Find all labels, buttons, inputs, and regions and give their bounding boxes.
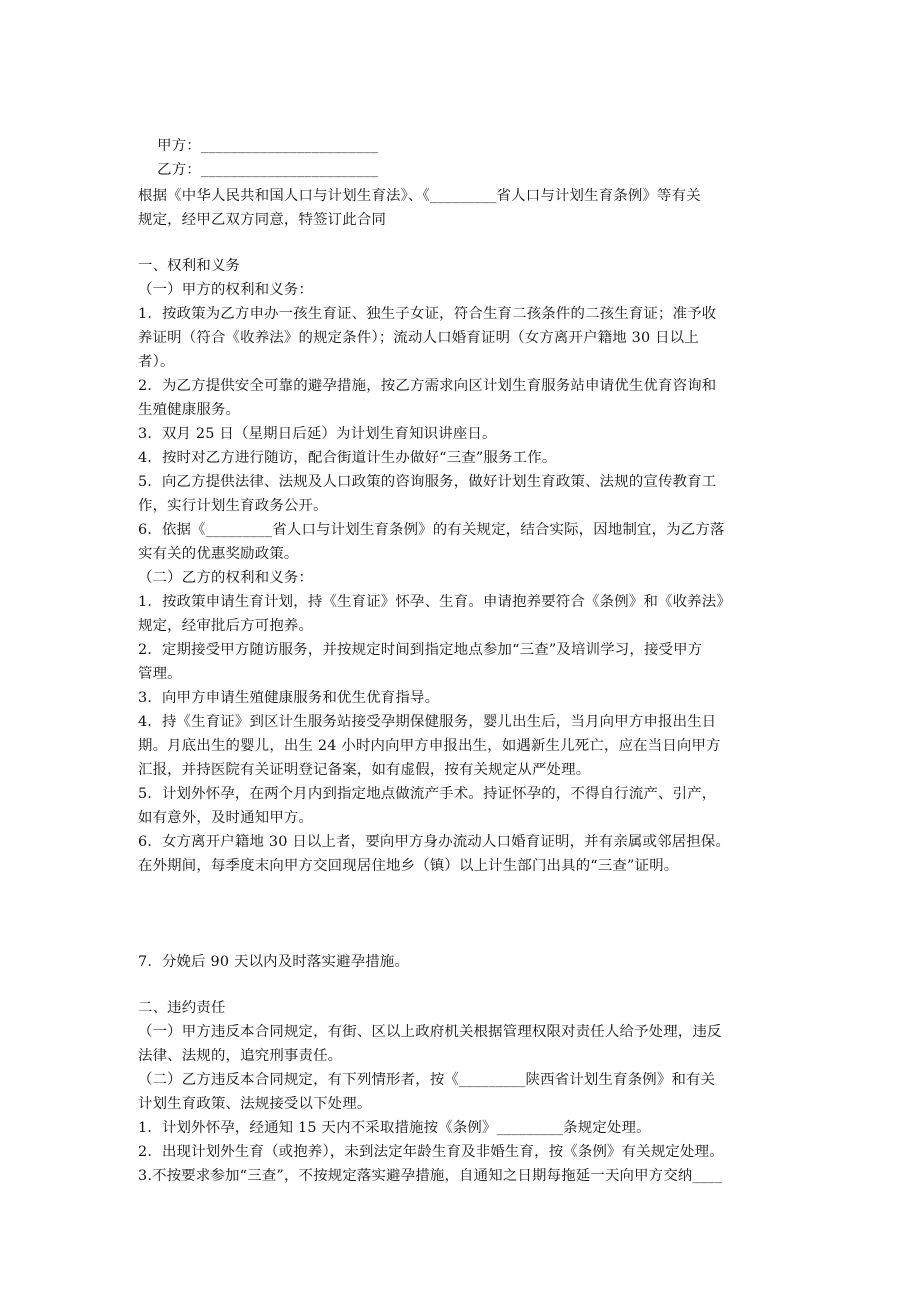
clause-line: 6．女方离开户籍地 30 日以上者，要向甲方身办流动人口婚育证明，并有亲属或邻居担保。 [138, 834, 731, 850]
clause-line: 养证明（符合《收养法》的规定条件）；流动人口婚育证明（女方离开户籍地 30 日以上 [138, 330, 699, 346]
clause-line: 5．向乙方提供法律、法规及人口政策的咨询服务，做好计划生育政策、法规的宣传教育工 [138, 474, 717, 490]
clause-line: 法律、法规的，追究刑事责任。 [138, 1048, 343, 1064]
clause-line: 3.不按要求参加“三查”，不按规定落实避孕措施，自通知之日期每拖延一天向甲方交纳____ [138, 1168, 723, 1184]
clause-line: 作，实行计划生育政务公开。 [138, 498, 328, 514]
clause-line: 管理。 [138, 666, 182, 682]
clause-line: 实有关的优惠奖励政策。 [138, 546, 299, 562]
party-a-blank: ________________________ [200, 138, 379, 154]
clause-line: 2．为乙方提供安全可靠的避孕措施，按乙方需求向区计划生育服务站申请优生优育咨询和 [138, 378, 717, 394]
clause-line: 2．出现计划外生育（或抱养），未到法定年龄生育及非婚生育，按《条例》有关规定处理。 [138, 1144, 724, 1160]
section-title: 一、权利和义务 [138, 258, 241, 274]
preamble-line: 根据《中华人民共和国人口与计划生育法》、《_________省人口与计划生育条例》等有关 [138, 188, 701, 204]
preamble-line: 规定，经甲乙双方同意，特签订此合同 [138, 212, 387, 228]
clause-line: 6．依据《_________省人口与计划生育条例》的有关规定，结合实际，因地制宜，为乙方落 [138, 522, 725, 538]
section-title: 二、违约责任 [138, 1000, 226, 1016]
party-b-blank: ________________________ [200, 162, 379, 178]
clause-line: 规定，经审批后方可抱养。 [138, 618, 314, 634]
clause-line: 者）。 [138, 354, 175, 370]
clause-line: 1．按政策申请生育计划，持《生育证》怀孕、生育。申请抱养要符合《条例》和《收养法》 [138, 594, 731, 610]
clause-line: 汇报，并持医院有关证明登记备案，如有虚假，按有关规定从严处理。 [138, 762, 591, 778]
clause-line: 3．双月 25 日（星期日后延）为计划生育知识讲座日。 [138, 426, 497, 442]
clause-line: 1．按政策为乙方申办一孩生育证、独生子女证，符合生育二孩条件的二孩生育证；准予收 [138, 306, 717, 322]
subsection-title: （二）乙方的权利和义务： [138, 570, 314, 586]
clause-line: 如有意外，及时通知甲方。 [138, 810, 314, 826]
clause-line: 生殖健康服务。 [138, 402, 241, 418]
clause-line: 期。月底出生的婴儿，出生 24 小时内向甲方申报出生，如遇新生儿死亡，应在当日向甲方 [138, 738, 721, 754]
clause-line: 7．分娩后 90 天以内及时落实避孕措施。 [138, 954, 410, 970]
party-a-label: 甲方： [157, 138, 201, 154]
clause-line: 5．计划外怀孕，在两个月内到指定地点做流产手术。持证怀孕的，不得自行流产、引产， [138, 786, 717, 802]
party-b-label: 乙方： [157, 162, 201, 178]
clause-line: （二）乙方违反本合同规定，有下列情形者，按《_________陕西省计划生育条例》和有关 [138, 1072, 716, 1088]
clause-line: 3．向甲方申请生殖健康服务和优生优育指导。 [138, 690, 440, 706]
clause-line: （一）甲方违反本合同规定，有街、区以上政府机关根据管理权限对责任人给予处理，违反 [138, 1024, 722, 1040]
clause-line: 2．定期接受甲方随访服务，并按规定时间到指定地点参加“三查”及培训学习，接受甲方 [138, 642, 703, 658]
clause-line: 4．持《生育证》到区计生服务站接受孕期保健服务，婴儿出生后，当月向甲方申报出生日 [138, 714, 717, 730]
clause-line: 计划生育政策、法规接受以下处理。 [138, 1096, 372, 1112]
clause-line: 1．计划外怀孕，经通知 15 天内不采取措施按《条例》_________条规定处理。 [138, 1120, 651, 1136]
clause-line: 4．按时对乙方进行随访，配合街道计生办做好“三查”服务工作。 [138, 450, 557, 466]
subsection-title: （一）甲方的权利和义务： [138, 282, 314, 298]
clause-line: 在外期间，每季度末向甲方交回现居住地乡（镇）以上计生部门出具的“三查”证明。 [138, 858, 679, 874]
